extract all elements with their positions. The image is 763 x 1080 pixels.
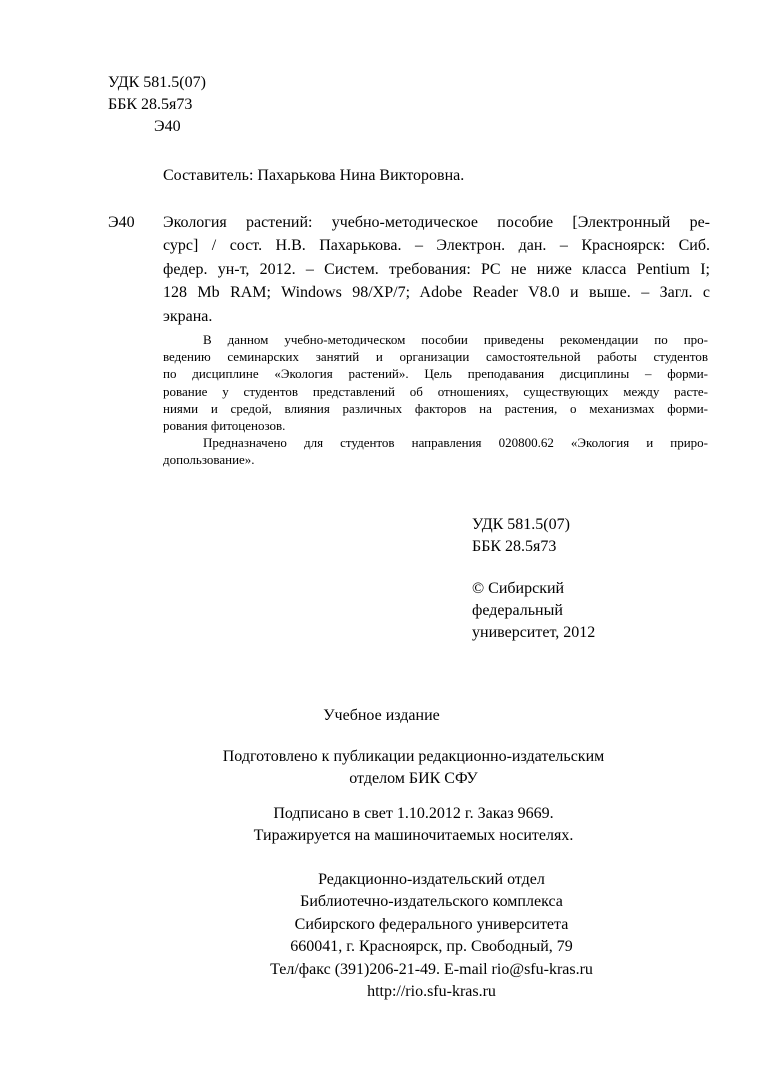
bibliographic-author-mark: Э40 (108, 214, 135, 231)
prepared-by (32, 746, 763, 790)
udk-code: УДК 581.5(07) (108, 74, 206, 91)
author-mark: Э40 (154, 118, 181, 135)
abstract (163, 331, 708, 469)
classification-block (472, 514, 570, 558)
publisher-contacts: Тел/факс (391)206-21-49. E-mail rio@sfu-kras.ru (270, 960, 593, 978)
bbk-code: ББК 28.5я73 (108, 96, 193, 113)
publisher-address: 660041, г. Красноярск, пр. Свободный, 79 (290, 938, 573, 956)
bibliographic-line: 128 Mb RAM; Windows 98/XP/7; Adobe Reader V8.0 и выше. – Загл. с (163, 284, 710, 302)
distribution-line: Тиражируется на машиночитаемых носителях. (253, 827, 574, 844)
publisher-line: Редакционно-издательский отдел (318, 871, 545, 888)
copyright-block (472, 578, 595, 644)
publication-info (32, 803, 763, 847)
publisher-info (50, 869, 763, 1003)
bibliographic-line: федер. ун-т, 2012. – Систем. требования: PC не ниже класса Pentium I; (163, 260, 710, 278)
edition-type-text: Учебное издание (323, 707, 440, 724)
abstract-line: ведению семинарских занятий и организации самостоятельной работы студентов (163, 349, 708, 365)
bbk-code-secondary: ББК 28.5я73 (472, 538, 557, 555)
edition-type (0, 705, 763, 727)
abstract-line: рования фитоценозов. (163, 418, 286, 434)
abstract-line: рование у студентов представлений об отношениях, существующих между расте- (163, 383, 708, 399)
audience-line: допользование». (163, 452, 255, 468)
bibliographic-line: сурс] / сост. Н.В. Пахарькова. – Электрон. дан. – Красноярск: Сиб. (163, 237, 710, 255)
prepared-line: Подготовлено к публикации редакционно-издательским (222, 748, 605, 765)
bibliographic-line: Экология растений: учебно-методическое пособие [Электронный ре- (163, 214, 710, 231)
bibliographic-description (163, 211, 710, 328)
abstract-line: по дисциплине «Экология растений». Цель преподавания дисциплины – форми- (163, 366, 708, 382)
classification-header (108, 72, 206, 138)
prepared-line: отделом БИК СФУ (349, 770, 478, 787)
copyright-line: университет, 2012 (472, 624, 596, 641)
abstract-line: В данном учебно-методическом пособии приведены рекомендации по про- (203, 332, 708, 347)
publisher-website: http://rio.sfu-kras.ru (367, 983, 496, 1001)
publisher-line: Библиотечно-издательского комплекса (300, 893, 563, 911)
bibliographic-line: экрана. (163, 307, 213, 325)
copyright-line: федеральный (472, 602, 563, 619)
udk-code-secondary: УДК 581.5(07) (472, 516, 570, 533)
signed-line: Подписано в свет 1.10.2012 г. Заказ 9669. (273, 805, 554, 822)
compiler-line: Составитель: Пахарькова Нина Викторовна. (163, 167, 465, 184)
abstract-line: ниями и средой, влияния различных факторов на растения, о механизмах форми- (163, 400, 708, 416)
audience-line: Предназначено для студентов направления 020800.62 «Экология и приро- (203, 435, 708, 451)
copyright-line: © Сибирский (472, 580, 565, 597)
publisher-line: Сибирского федерального университета (294, 915, 569, 933)
